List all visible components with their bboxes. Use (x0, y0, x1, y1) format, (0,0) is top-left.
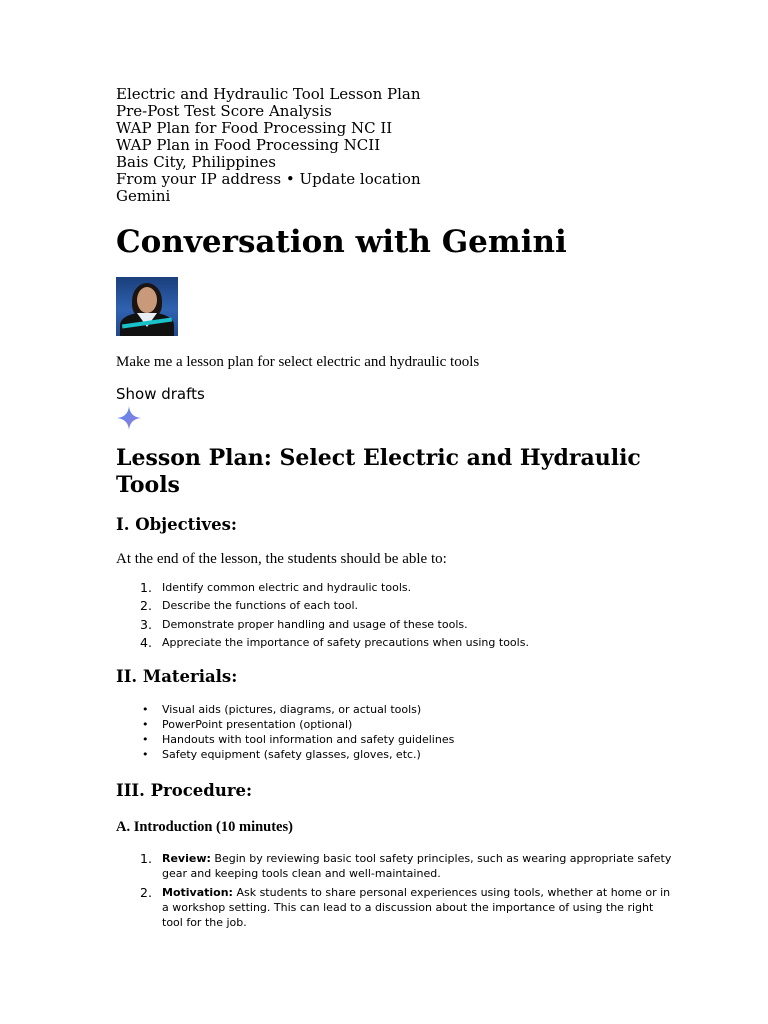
sidebar-recent-chats (116, 86, 676, 205)
recent-chat-link[interactable]: WAP Plan in Food Processing NCII (116, 136, 381, 154)
list-item: • Handouts with tool information and safety guidelines (142, 732, 455, 746)
list-item: • Visual aids (pictures, diagrams, or actual tools) (142, 703, 422, 717)
gemini-sparkle-icon (116, 405, 142, 431)
materials-list (116, 703, 676, 762)
procedure-heading: III. Procedure: (116, 781, 253, 801)
recent-chat-link[interactable]: Electric and Hydraulic Tool Lesson Plan (116, 85, 421, 103)
location-text: Bais City, Philippines (116, 153, 276, 171)
recent-chat-link[interactable]: WAP Plan for Food Processing NC II (116, 119, 393, 137)
gemini-link[interactable]: Gemini (116, 187, 171, 205)
show-drafts-button[interactable]: Show drafts (116, 385, 205, 403)
list-item: 2. Describe the functions of each tool. (140, 598, 359, 614)
list-item: • PowerPoint presentation (optional) (142, 717, 353, 731)
list-item: 4. Appreciate the importance of safety precautions when using tools. (140, 634, 529, 650)
objectives-intro: At the end of the lesson, the students should be able to: (116, 551, 447, 567)
document-content (116, 86, 676, 934)
lesson-title: Lesson Plan: Select Electric and Hydraulic Tools (116, 445, 641, 498)
user-prompt: Make me a lesson plan for select electric and hydraulic tools (116, 354, 480, 370)
introduction-heading: A. Introduction (10 minutes) (116, 819, 293, 836)
objectives-list (116, 579, 676, 652)
update-location-link[interactable]: From your IP address • Update location (116, 170, 421, 188)
introduction-list (116, 852, 676, 930)
list-item: 1. Review: Begin by reviewing basic tool safety principles, such as wearing appropriate safety gear and keeping tools clean and well-maintained. (140, 851, 672, 881)
objectives-heading: I. Objectives: (116, 515, 237, 534)
page-title: Conversation with Gemini (116, 224, 567, 260)
list-item: 3. Demonstrate proper handling and usage of these tools. (140, 616, 468, 632)
list-item: 1. Identify common electric and hydraulic tools. (140, 580, 412, 595)
recent-chat-link[interactable]: Pre-Post Test Score Analysis (116, 102, 332, 120)
user-avatar (116, 277, 178, 336)
materials-heading: II. Materials: (116, 667, 238, 687)
list-item: • Safety equipment (safety glasses, gloves, etc.) (142, 747, 421, 761)
list-item: 2. Motivation: Ask students to share personal experiences using tools, whether at home or in a workshop setting. This can lead to a discussion about the importance of using the right tool for the job. (140, 884, 671, 929)
